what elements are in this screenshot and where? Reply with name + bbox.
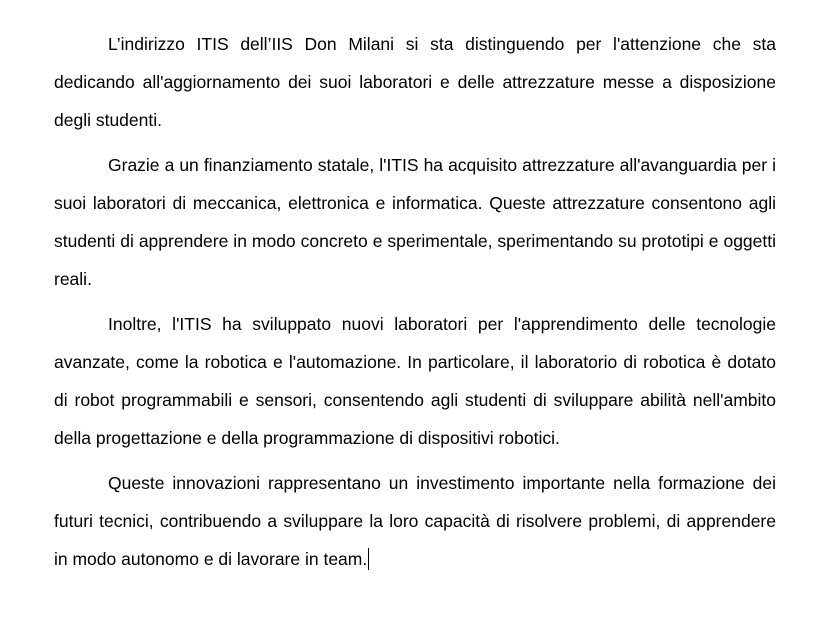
paragraph-1: L’indirizzo ITIS dell’IIS Don Milani si sta distinguendo per l'attenzione che sta dedicando all'aggiornamento dei suoi laboratori e delle attrezzature messe a disposizione degli studenti.: [54, 34, 776, 130]
text-cursor: [368, 548, 369, 570]
paragraph-4: [54, 464, 776, 578]
paragraph-3: Inoltre, l'ITIS ha sviluppato nuovi laboratori per l'apprendimento delle tecnologie avanzate, come la robotica e l'automazione. In particolare, il laboratorio di robotica è dotato di robot programmabili e sensori, consentendo agli studenti di sviluppare abilità nell'ambito della progettazione e della programmazione di dispositivi robotici.: [54, 314, 776, 448]
document-body[interactable]: [54, 25, 776, 578]
paragraph-2: Grazie a un finanziamento statale, l'ITIS ha acquisito attrezzature all'avanguardia per i suoi laboratori di meccanica, elettronica e informatica. Queste attrezzature consentono agli studenti di apprendere in modo concreto e sperimentale, sperimentando su prototipi e oggetti reali.: [54, 155, 776, 289]
paragraph-4-text: Queste innovazioni rappresentano un investimento importante nella formazione dei futuri tecnici, contribuendo a sviluppare la loro capacità di risolvere problemi, di apprendere in modo autonomo e di lavorare in team.: [54, 473, 776, 569]
